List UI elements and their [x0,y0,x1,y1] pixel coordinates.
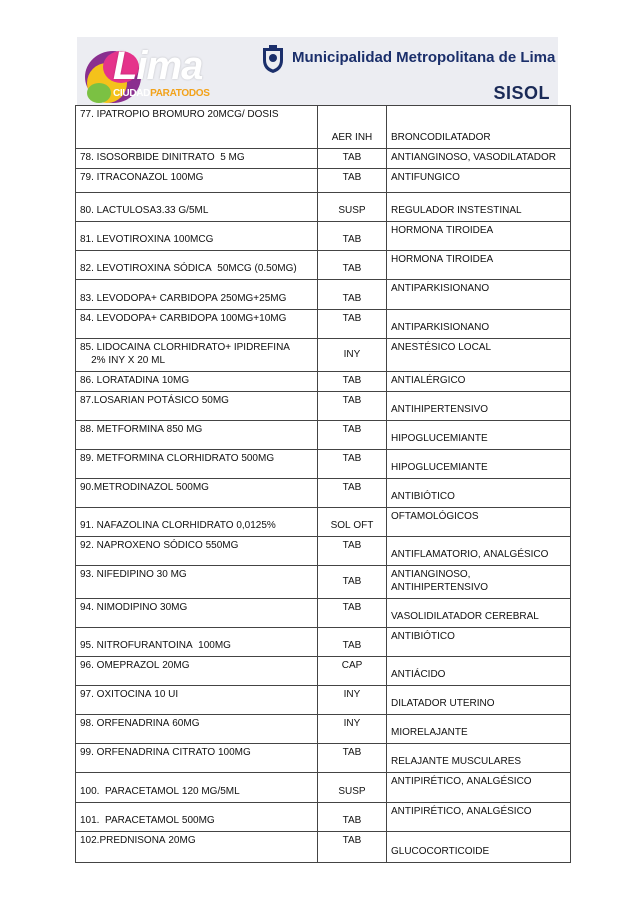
drug-name-text: 88. METFORMINA 850 MG [80,424,203,435]
therapeutic-class-cell [387,566,571,599]
drug-name-text: 94. NIMODIPINO 30MG [80,602,188,613]
therapeutic-class-text: VASOLIDILATADOR CEREBRAL [391,611,539,622]
dosage-form-cell [318,479,387,508]
therapeutic-class-cell [387,421,571,450]
therapeutic-class-text: ANTIFUNGICO [391,172,460,183]
therapeutic-class-text: ANTIHIPERTENSIVO [391,582,489,593]
table-row [76,339,571,372]
table-row [76,803,571,832]
dosage-form-cell [318,803,387,832]
dosage-form-text: TAB [342,540,362,551]
dosage-form-text: TAB [342,835,362,846]
table-row [76,537,571,566]
therapeutic-class-text: ANTIALÉRGICO [391,375,466,386]
dosage-form-text: INY [343,718,361,729]
table-row [76,280,571,310]
therapeutic-class-text: ANTIFLAMATORIO, ANALGÉSICO [391,549,549,560]
drug-name-cell [76,803,318,832]
drug-name-text: 90.METRODINAZOL 500MG [80,482,209,493]
dosage-form-text: TAB [342,313,362,324]
logo-tagline-accent: PARATODOS [150,88,210,99]
therapeutic-class-cell [387,537,571,566]
medication-table-body [76,106,571,863]
city-seal-icon [260,44,286,74]
therapeutic-class-text: ANESTÉSICO LOCAL [391,342,492,353]
drug-name-cell [76,106,318,149]
therapeutic-class-text: ANTIPIRÉTICO, ANALGÉSICO [391,776,532,787]
therapeutic-class-text: REGULADOR INSTESTINAL [391,205,522,216]
dosage-form-text: SUSP [338,786,366,797]
therapeutic-class-text: GLUCOCORTICOIDE [391,846,490,857]
drug-name-text: 85. LIDOCAINA CLORHIDRATO+ IPIDREFINA [80,342,290,353]
therapeutic-class-text: ANTIPARKISIONANO [391,283,490,294]
table-row [76,628,571,657]
drug-name-text: 78. ISOSORBIDE DINITRATO 5 MG [80,152,245,163]
therapeutic-class-cell [387,628,571,657]
therapeutic-class-text: ANTIÁCIDO [391,669,446,680]
therapeutic-class-text: RELAJANTE MUSCULARES [391,756,522,767]
therapeutic-class-text: HORMONA TIROIDEA [391,254,494,265]
dosage-form-text: TAB [342,575,362,587]
drug-name-text: 98. ORFENADRINA 60MG [80,718,200,729]
dosage-form-cell [318,222,387,251]
dosage-form-cell [318,686,387,715]
drug-name-cell [76,715,318,744]
drug-name-cell [76,773,318,803]
therapeutic-class-text: ANTIPIRÉTICO, ANALGÉSICO [391,806,532,817]
therapeutic-class-cell [387,479,571,508]
dosage-form-text: TAB [342,152,362,163]
therapeutic-class-cell [387,106,571,149]
dosage-form-cell [318,715,387,744]
drug-name-cell [76,686,318,715]
dosage-form-text: TAB [342,602,362,613]
therapeutic-class-cell [387,149,571,169]
therapeutic-class-cell [387,193,571,222]
therapeutic-class-text: DILATADOR UTERINO [391,698,495,709]
therapeutic-class-cell [387,169,571,193]
drug-name-cell [76,479,318,508]
dosage-form-text: TAB [342,375,362,386]
therapeutic-class-cell [387,392,571,421]
dosage-form-text: SOL OFT [330,520,374,531]
drug-name-cell [76,149,318,169]
drug-name-text: 80. LACTULOSA3.33 G/5ML [80,205,209,216]
drug-name-cell [76,372,318,392]
dosage-form-cell [318,339,387,372]
dosage-form-cell [318,169,387,193]
drug-name-cell [76,339,318,372]
drug-name-cell [76,251,318,280]
dosage-form-cell [318,508,387,537]
drug-name-text: 86. LORATADINA 10MG [80,375,190,386]
table-row [76,450,571,479]
table-row [76,222,571,251]
dosage-form-cell [318,392,387,421]
table-row [76,715,571,744]
dosage-form-cell [318,628,387,657]
header-banner [77,37,558,105]
dosage-form-text: INY [343,689,361,700]
drug-name-text: 99. ORFENADRINA CITRATO 100MG [80,747,251,758]
therapeutic-class-cell [387,280,571,310]
therapeutic-class-cell [387,832,571,863]
drug-name-cell [76,310,318,339]
table-row [76,169,571,193]
drug-name-text: 77. IPATROPIO BROMURO 20MCG/ DOSIS [80,109,279,120]
table-row [76,193,571,222]
dosage-form-text: TAB [342,482,362,493]
therapeutic-class-cell [387,744,571,773]
therapeutic-class-cell [387,372,571,392]
therapeutic-class-text: HIPOGLUCEMIANTE [391,462,488,473]
drug-name-cell [76,744,318,773]
therapeutic-class-text: ANTIANGINOSO, VASODILATADOR [391,152,557,163]
drug-name-cell [76,222,318,251]
drug-name-text: 91. NAFAZOLINA CLORHIDRATO 0,0125% [80,520,276,531]
drug-name-text: 2% INY X 20 ML [80,355,166,366]
logo-wordmark: Lima [113,44,203,88]
logo-tagline-prefix: CIUDAD [113,88,151,99]
drug-name-text: 93. NIFEDIPINO 30 MG [80,569,187,580]
dosage-form-text: TAB [342,395,362,406]
therapeutic-class-cell [387,251,571,280]
dosage-form-cell [318,280,387,310]
table-row [76,773,571,803]
drug-name-text: 95. NITROFURANTOINA 100MG [80,640,231,651]
dosage-form-text: TAB [342,815,362,826]
dosage-form-cell [318,599,387,628]
table-row [76,657,571,686]
drug-name-text: 92. NAPROXENO SÓDICO 550MG [80,540,239,551]
dosage-form-text: SUSP [338,205,366,216]
drug-name-text: 100. PARACETAMOL 120 MG/5ML [80,786,240,797]
therapeutic-class-text: ANTIPARKISIONANO [391,322,490,333]
drug-name-text: 79. ITRACONAZOL 100MG [80,172,204,183]
therapeutic-class-text: BRONCODILATADOR [391,132,491,143]
drug-name-cell [76,832,318,863]
therapeutic-class-text: MIORELAJANTE [391,727,468,738]
dosage-form-text: INY [343,348,361,360]
dosage-form-text: TAB [342,234,362,245]
drug-name-cell [76,657,318,686]
table-row [76,599,571,628]
drug-name-cell [76,599,318,628]
table-row [76,310,571,339]
dosage-form-text: TAB [342,172,362,183]
therapeutic-class-text: HORMONA TIROIDEA [391,225,494,236]
drug-name-cell [76,537,318,566]
dosage-form-text: CAP [341,660,363,671]
dosage-form-cell [318,106,387,149]
table-row [76,392,571,421]
dosage-form-cell [318,193,387,222]
therapeutic-class-cell [387,450,571,479]
dosage-form-cell [318,149,387,169]
table-row [76,372,571,392]
drug-name-text: 89. METFORMINA CLORHIDRATO 500MG [80,453,275,464]
drug-name-cell [76,193,318,222]
therapeutic-class-cell [387,773,571,803]
drug-name-cell [76,450,318,479]
sisol-label: SISOL [493,83,550,103]
dosage-form-cell [318,310,387,339]
table-row [76,251,571,280]
drug-name-text: 82. LEVOTIROXINA SÓDICA 50MCG (0.50MG) [80,263,297,274]
drug-name-text: 87.LOSARIAN POTÁSICO 50MG [80,395,229,406]
drug-name-text: 102.PREDNISONA 20MG [80,835,196,846]
drug-name-cell [76,280,318,310]
therapeutic-class-cell [387,310,571,339]
dosage-form-cell [318,744,387,773]
dosage-form-cell [318,421,387,450]
medication-table [75,105,571,863]
drug-name-text: 96. OMEPRAZOL 20MG [80,660,190,671]
therapeutic-class-cell [387,508,571,537]
drug-name-text: 84. LEVODOPA+ CARBIDOPA 100MG+10MG [80,313,287,324]
table-row [76,421,571,450]
drug-name-cell [76,566,318,599]
therapeutic-class-cell [387,339,571,372]
dosage-form-text: AER INH [331,132,373,143]
table-row [76,149,571,169]
dosage-form-cell [318,657,387,686]
table-row [76,566,571,599]
drug-name-cell [76,628,318,657]
dosage-form-cell [318,773,387,803]
dosage-form-text: TAB [342,424,362,435]
drug-name-cell [76,508,318,537]
drug-name-cell [76,392,318,421]
municipality-title: Municipalidad Metropolitana de Lima [292,49,556,66]
therapeutic-class-text: OFTAMOLÓGICOS [391,511,479,522]
dosage-form-text: TAB [342,293,362,304]
table-row [76,832,571,863]
dosage-form-text: TAB [342,640,362,651]
therapeutic-class-text: ANTIBIÓTICO [391,631,455,642]
therapeutic-class-text: HIPOGLUCEMIANTE [391,433,488,444]
therapeutic-class-cell [387,657,571,686]
logo-tagline [113,88,210,99]
table-row [76,106,571,149]
therapeutic-class-cell [387,599,571,628]
table-row [76,686,571,715]
dosage-form-cell [318,832,387,863]
dosage-form-cell [318,537,387,566]
drug-name-text: 83. LEVODOPA+ CARBIDOPA 250MG+25MG [80,293,287,304]
dosage-form-cell [318,251,387,280]
dosage-form-text: TAB [342,263,362,274]
therapeutic-class-cell [387,686,571,715]
therapeutic-class-text: ANTIANGINOSO, [391,569,471,580]
table-row [76,479,571,508]
therapeutic-class-text: ANTIHIPERTENSIVO [391,404,489,415]
therapeutic-class-cell [387,222,571,251]
table-row [76,744,571,773]
drug-name-cell [76,169,318,193]
therapeutic-class-cell [387,715,571,744]
dosage-form-cell [318,566,387,599]
therapeutic-class-cell [387,803,571,832]
drug-name-text: 101. PARACETAMOL 500MG [80,815,215,826]
therapeutic-class-text: ANTIBIÓTICO [391,491,455,502]
drug-name-text: 81. LEVOTIROXINA 100MCG [80,234,214,245]
table-row [76,508,571,537]
drug-name-cell [76,421,318,450]
drug-name-text: 97. OXITOCINA 10 UI [80,689,179,700]
dosage-form-cell [318,450,387,479]
dosage-form-text: TAB [342,747,362,758]
dosage-form-text: TAB [342,453,362,464]
dosage-form-cell [318,372,387,392]
